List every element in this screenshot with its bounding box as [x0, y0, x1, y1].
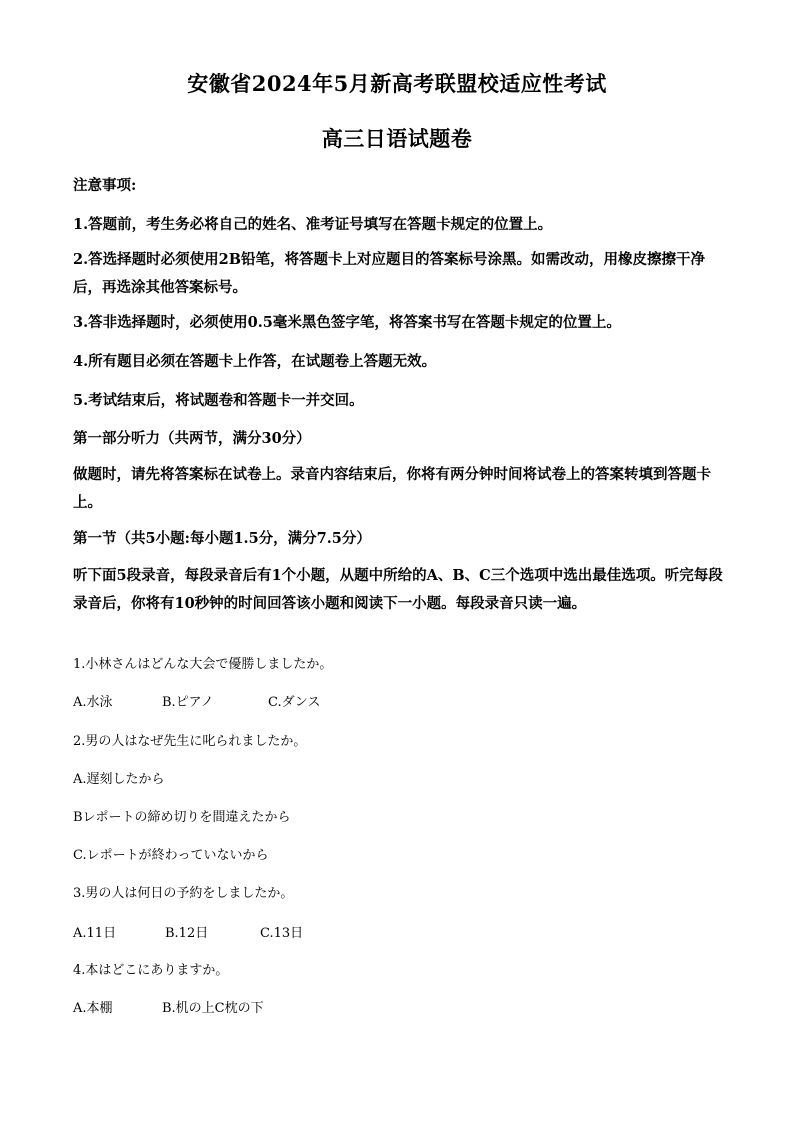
notice-item-2: 2.答选择题时必须使用2B铅笔，将答题卡上对应题目的答案标号涂黑。如需改动，用橡皮擦擦干净后，再选涂其他答案标号。	[73, 251, 705, 296]
exam-subtitle: 高三日语试题卷	[321, 126, 473, 151]
question-1: 1.小林さんはどんな大会で優勝しましたか。	[73, 657, 333, 672]
q2-option-c: C.レポートが終わっていないから	[73, 848, 269, 863]
part1-instruction: 做题时，请先将答案标在试卷上。录音内容结束后，你将有两分钟时间将试卷上的答案转填到答题卡上。	[73, 466, 711, 511]
notice-item-1: 1.答题前，考生务必将自己的姓名、准考证号填写在答题卡规定的位置上。	[73, 216, 553, 233]
question-2: 2.男の人はなぜ先生に叱られましたか。	[73, 734, 307, 749]
question-3: 3.男の人は何日の予約をしましたか。	[73, 886, 294, 901]
part1-heading: 第一部分听力（共两节，满分30分）	[73, 430, 311, 447]
section1-instruction: 听下面5段录音，每段录音后有1个小题，从题中所给的A、B、C三个选项中选出最佳选项。听完每段录音后，你将有10秒钟的时间回答该小题和阅读下一小题。每段录音只读一遍。	[73, 567, 723, 612]
q2-option-b: Bレポートの締め切りを間違えたから	[73, 810, 291, 825]
section1-heading: 第一节（共5小题:每小题1.5分，满分7.5分）	[73, 530, 371, 547]
q1-option-b: B.ピアノ	[162, 695, 214, 710]
q1-option-a: A.水泳	[73, 695, 113, 710]
notice-item-3: 3.答非选择题时，必须使用0.5毫米黑色签字笔，将答案书写在答题卡规定的位置上。	[73, 314, 621, 331]
notice-heading: 注意事项:	[73, 177, 137, 194]
notice-item-5: 5.考试结束后，将试题卷和答题卡一并交回。	[73, 392, 364, 409]
q4-option-a: A.本棚	[73, 1001, 113, 1016]
q3-option-c: C.13日	[260, 926, 304, 941]
q3-option-a: A.11日	[73, 926, 117, 941]
q2-option-a: A.遅刻したから	[73, 772, 165, 787]
q1-option-c: C.ダンス	[268, 695, 321, 710]
q3-option-b: B.12日	[165, 926, 209, 941]
question-4: 4.本はどこにありますか。	[73, 963, 229, 978]
notice-item-4: 4.所有题目必须在答题卡上作答，在试题卷上答题无效。	[73, 353, 437, 370]
q4-option-bc: B.机の上C枕の下	[162, 1001, 264, 1016]
exam-title: 安徽省2024年5月新高考联盟校适应性考试	[187, 71, 607, 96]
